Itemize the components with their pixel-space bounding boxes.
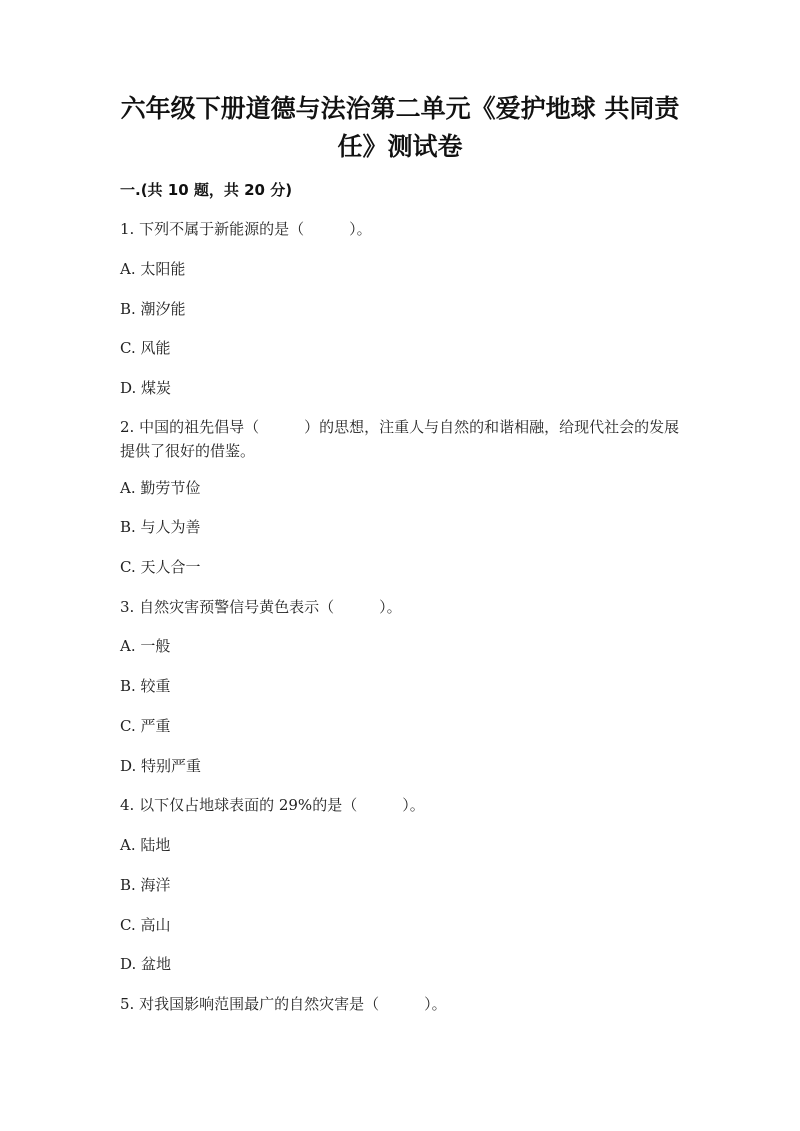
title-line-2: 任》测试卷 <box>337 132 463 161</box>
question-1-stem: 1. 下列不属于新能源的是（ ）。 <box>120 220 372 238</box>
question-2-option-a: A. 勤劳节俭 <box>120 479 201 497</box>
question-1-option-c: C. 风能 <box>120 339 171 357</box>
question-3-option-b: B. 较重 <box>120 677 171 695</box>
page-title <box>100 90 700 166</box>
question-4-stem: 4. 以下仅占地球表面的 29%的是（ ）。 <box>120 796 425 814</box>
question-2-option-c: C. 天人合一 <box>120 558 201 576</box>
question-1-option-a: A. 太阳能 <box>120 260 186 278</box>
section-heading: 一.(共 10 题，共 20 分) <box>120 181 293 199</box>
question-4-option-d: D. 盆地 <box>120 955 172 973</box>
question-3-option-d: D. 特别严重 <box>120 757 202 775</box>
question-2-stem: 2. 中国的祖先倡导（ ）的思想，注重人与自然的和谐相融，给现代社会的发展提供了很好的借鉴。 <box>120 418 680 460</box>
question-3-option-c: C. 严重 <box>120 717 171 735</box>
question-4-option-c: C. 高山 <box>120 916 171 934</box>
title-line-1: 六年级下册道德与法治第二单元《爱护地球 共同责 <box>120 94 680 123</box>
question-4-option-b: B. 海洋 <box>120 876 171 894</box>
question-4-option-a: A. 陆地 <box>120 836 171 854</box>
question-3-stem: 3. 自然灾害预警信号黄色表示（ ）。 <box>120 598 402 616</box>
question-3-option-a: A. 一般 <box>120 637 171 655</box>
question-1-option-d: D. 煤炭 <box>120 379 172 397</box>
question-2-option-b: B. 与人为善 <box>120 518 201 536</box>
question-5-stem: 5. 对我国影响范围最广的自然灾害是（ ）。 <box>120 995 447 1013</box>
question-1-option-b: B. 潮汐能 <box>120 300 186 318</box>
